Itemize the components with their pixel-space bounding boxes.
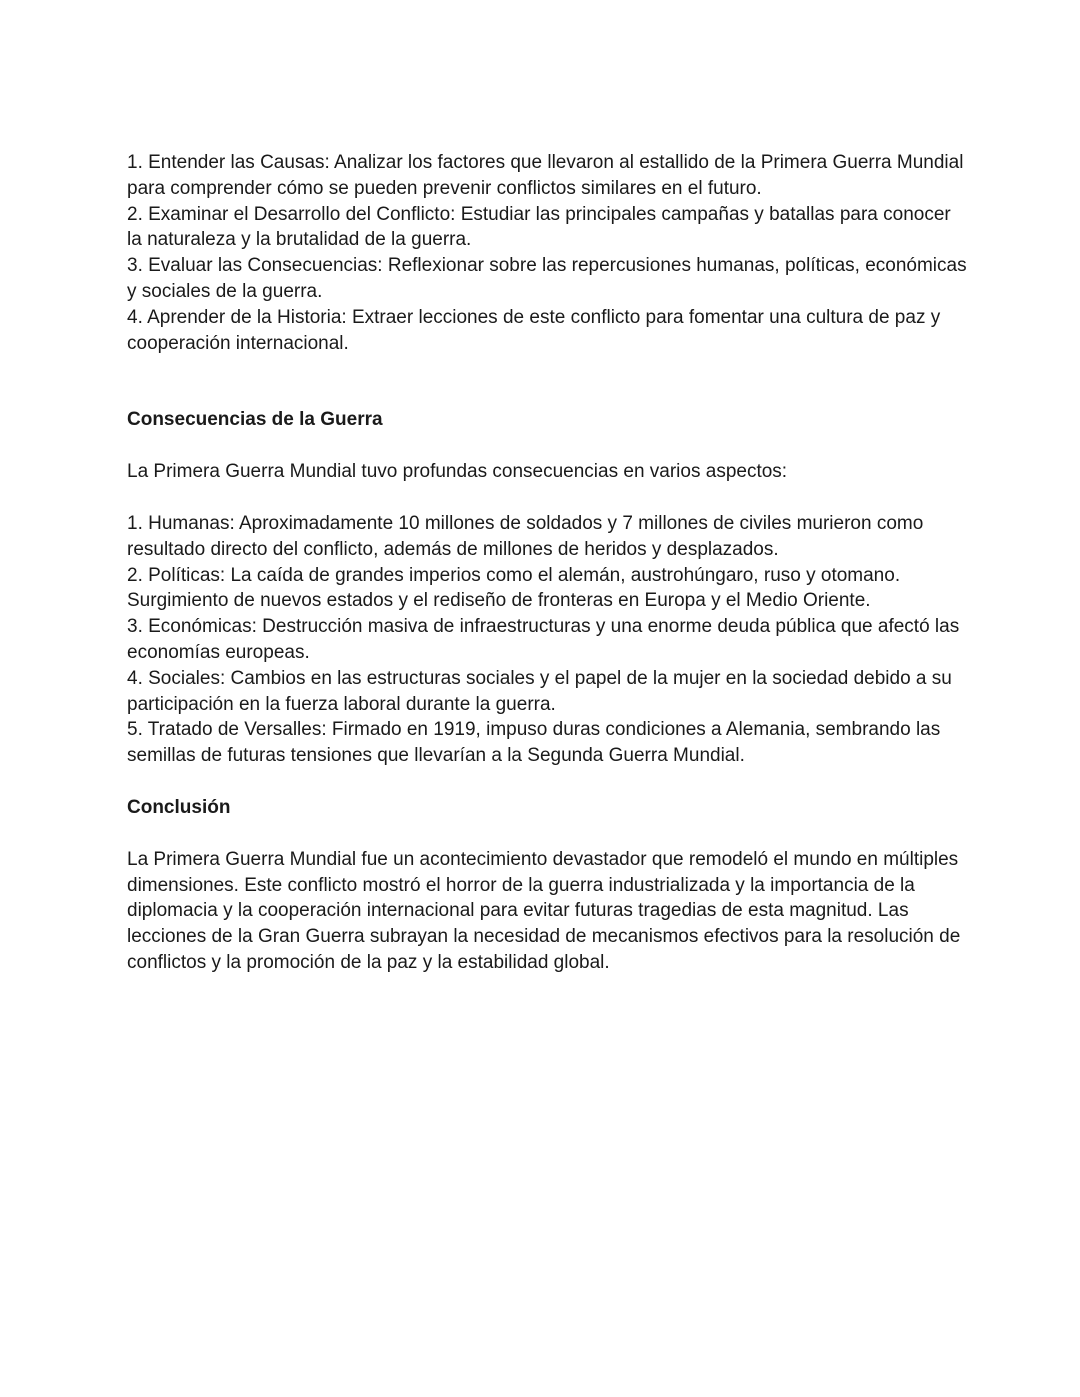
consequences-intro: La Primera Guerra Mundial tuvo profundas consecuencias en varios aspectos:: [127, 461, 788, 483]
conclusion-paragraph: La Primera Guerra Mundial fue un acontecimiento devastador que remodeló el mundo en múltiples dimensiones. Este conflicto mostró el horror de la guerra industrializada y la importancia de la diplomacia y la cooperación internacional para evitar futuras tragedias de esta magnitud. Las lecciones de la Gran Guerra subrayan la necesidad de mecanismos efectivos para la resolución de conflictos y la promoción de la paz y la estabilidad global.: [127, 848, 961, 973]
objectives-list: [127, 150, 967, 356]
spacer: [127, 485, 967, 511]
list-item: 5. Tratado de Versalles: Firmado en 1919, impuso duras condiciones a Alemania, sembrando las semillas de futuras tensiones que llevarían a la Segunda Guerra Mundial.: [127, 719, 941, 767]
list-item: 1. Entender las Causas: Analizar los factores que llevaron al estallido de la Primera Guerra Mundial para comprender cómo se pueden prevenir conflictos similares en el futuro.: [127, 152, 964, 199]
document-page: [127, 150, 967, 976]
list-item: 3. Económicas: Destrucción masiva de infraestructuras y una enorme deuda pública que afectó las economías europeas.: [127, 616, 960, 663]
list-item: 3. Evaluar las Consecuencias: Reflexionar sobre las repercusiones humanas, políticas, económicas y sociales de la guerra.: [127, 255, 967, 302]
section-heading-conclusion: Conclusión: [127, 796, 231, 818]
spacer: [127, 769, 967, 795]
list-item: 4. Aprender de la Historia: Extraer lecciones de este conflicto para fomentar una cultura de paz y cooperación internacional.: [127, 306, 941, 354]
list-item: 2. Políticas: La caída de grandes imperios como el alemán, austrohúngaro, ruso y otomano. Surgimiento de nuevos estados y el rediseño de fronteras en Europa y el Medio Oriente.: [127, 564, 901, 612]
list-item: 2. Examinar el Desarrollo del Conflicto: Estudiar las principales campañas y batallas para conocer la naturaleza y la brutalidad de la guerra.: [127, 203, 951, 251]
spacer: [127, 356, 967, 407]
section-heading-consequences: Consecuencias de la Guerra: [127, 409, 383, 431]
consequences-list: [127, 511, 967, 769]
list-item: 4. Sociales: Cambios en las estructuras sociales y el papel de la mujer en la sociedad debido a su participación en la fuerza laboral durante la guerra.: [127, 667, 952, 715]
list-item: 1. Humanas: Aproximadamente 10 millones de soldados y 7 millones de civiles murieron como resultado directo del conflicto, además de millones de heridos y desplazados.: [127, 512, 924, 560]
spacer: [127, 433, 967, 459]
spacer: [127, 821, 967, 847]
